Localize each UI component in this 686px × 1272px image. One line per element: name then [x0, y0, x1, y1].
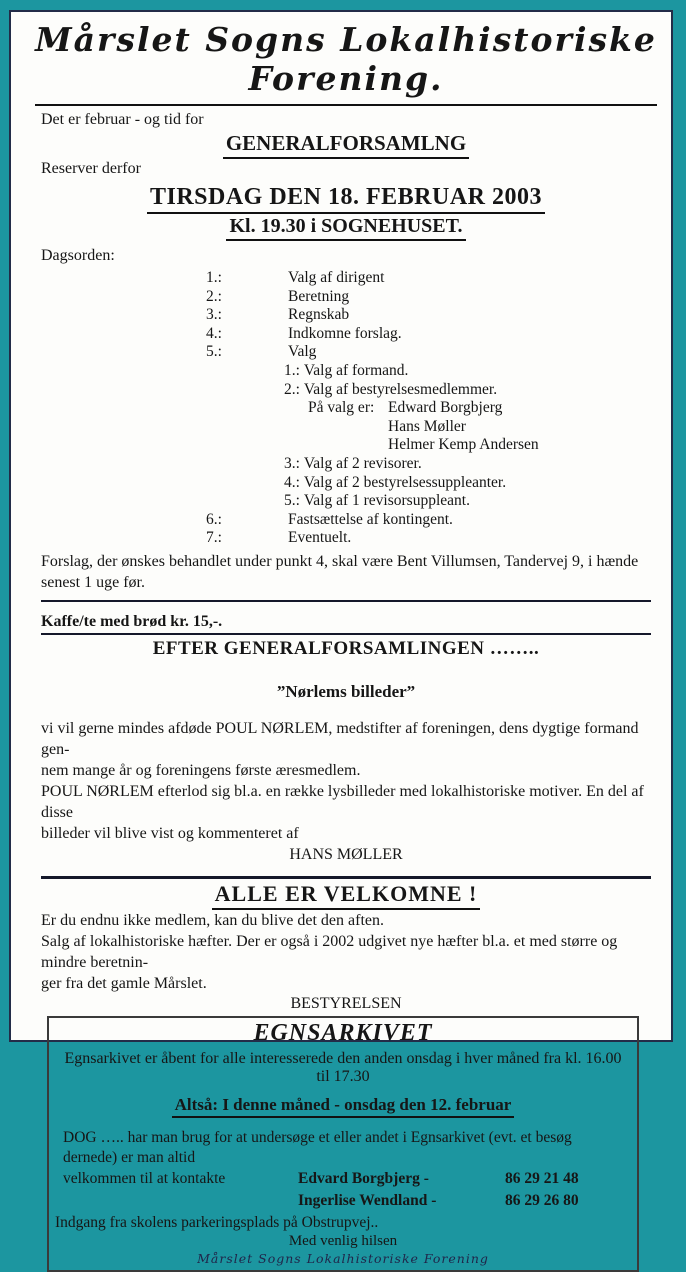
agenda-item-number: 2.:	[206, 287, 222, 305]
bestyrelsen-signoff: BESTYRELSEN	[290, 994, 402, 1012]
membership-paragraph	[41, 910, 651, 994]
agenda-sub-number: 3.:	[284, 454, 300, 472]
agenda-item-text: Fastsættelse af kontingent.	[288, 510, 453, 528]
agenda-sub-item	[284, 381, 651, 400]
time-heading: Kl. 19.30 i SOGNEHUSET.	[41, 215, 651, 241]
contact-intro: velkommen til at kontakte	[63, 1169, 226, 1187]
norlem-line-1: vi vil gerne mindes afdøde POUL NØRLEM, medstifter af foreningen, dens dygtige formand gen-	[41, 719, 639, 758]
agenda-sub-number: 4.:	[284, 473, 300, 491]
generalforsamling-heading: GENERALFORSAMLNG	[41, 131, 651, 159]
agenda-item-number: 3.:	[206, 306, 222, 324]
agenda-sub-text: Valg af formand.	[303, 361, 409, 379]
divider	[41, 876, 651, 879]
agenda-item-text: Valg	[288, 343, 317, 361]
egnsarkivet-box	[47, 1016, 639, 1272]
agenda-item-text: Regnskab	[288, 306, 350, 324]
contact-row	[298, 1168, 579, 1190]
agenda-item-text: Eventuelt.	[288, 529, 352, 547]
contact-row	[298, 1190, 579, 1212]
contact-section	[63, 1168, 623, 1212]
coffee-note: Kaffe/te med brød kr. 15,-.	[41, 613, 651, 635]
pa-valg-row	[308, 399, 651, 418]
contact-phone: 86 29 21 48	[505, 1169, 579, 1187]
agenda-item	[206, 325, 651, 344]
dog-line: DOG ….. har man brug for at undersøge et eller andet i Egnsarkivet (evt. et besøg dernede) er man altid	[63, 1128, 572, 1166]
norlem-line-3: POUL NØRLEM efterlod sig bl.a. en række lysbilleder med lokalhistoriske motiver. En del af disse	[41, 782, 644, 821]
norlem-line-2: nem mange år og foreningens første æresmedlem.	[41, 761, 361, 779]
candidate-name: Edward Borgbjerg	[388, 399, 503, 417]
dagsorden-label: Dagsorden:	[41, 247, 115, 264]
norlem-title: ”Nørlems billeder”	[276, 681, 416, 701]
agenda-sub-item	[284, 492, 651, 511]
agenda-item	[206, 343, 651, 362]
presenter-name: HANS MØLLER	[289, 845, 403, 863]
agenda-sub-number: 2.:	[284, 380, 300, 398]
agenda-sub-item	[284, 474, 651, 493]
entrance-note: Indgang fra skolens parkeringsplads på Obstrupvej..	[55, 1213, 379, 1231]
agenda-item-number: 7.:	[206, 529, 222, 547]
candidate-row	[388, 436, 651, 455]
agenda-sub-item	[284, 455, 651, 474]
agenda-sub-item	[284, 362, 651, 381]
agenda-sub-number: 5.:	[284, 492, 300, 510]
signature-script: Mårslet Sogns Lokalhistoriske Forening	[197, 1250, 489, 1266]
proposal-line-1: Forslag, der ønskes behandlet under punkt 4, skal være Bent Villumsen, Tandervej 9, i hænde	[41, 552, 639, 570]
agenda-sub-text: Valg af 2 bestyrelsessuppleanter.	[303, 473, 507, 491]
document-page	[9, 10, 673, 1266]
greeting: Med venlig hilsen	[288, 1232, 398, 1249]
contact-phone: 86 29 26 80	[505, 1191, 579, 1209]
proposal-note	[41, 551, 651, 593]
candidate-name: Hans Møller	[388, 417, 466, 435]
norlem-line-4: billeder vil blive vist og kommenteret af	[41, 824, 299, 842]
agenda-item	[206, 529, 651, 548]
agenda-sub-text: Valg af 2 revisorer.	[303, 454, 422, 472]
candidate-row	[388, 418, 651, 437]
contact-name: Edvard Borgbjerg -	[298, 1169, 429, 1187]
date-heading: TIRSDAG DEN 18. FEBRUAR 2003	[41, 184, 651, 214]
agenda-item-text: Indkomne forslag.	[288, 324, 402, 342]
agenda-item-number: 6.:	[206, 510, 222, 528]
after-meeting-heading: EFTER GENERALFORSAMLINGEN ……..	[152, 637, 540, 659]
agenda-item-number: 5.:	[206, 343, 222, 361]
opening-hours-line: Egnsarkivet er åbent for alle interesserede den anden onsdag i hver måned fra kl. 16.00 til 17.30	[64, 1049, 622, 1085]
agenda-sub-text: Valg af 1 revisorsuppleant.	[303, 492, 470, 510]
script-title: Mårslet Sogns Lokalhistoriske Forening.	[35, 20, 657, 106]
agenda-item-number: 1.:	[206, 269, 222, 286]
pa-valg-label: På valg er:	[308, 399, 375, 417]
agenda-list	[41, 269, 651, 548]
membership-line-1: Er du endnu ikke medlem, kan du blive det den aften.	[41, 911, 385, 929]
agenda-item-number: 4.:	[206, 324, 222, 342]
welcome-heading: ALLE ER VELKOMNE !	[41, 881, 651, 910]
membership-line-2: Salg af lokalhistoriske hæfter. Der er også i 2002 udgivet nye hæfter bl.a. et med større og mindre beretnin-	[41, 932, 618, 971]
agenda-item	[206, 306, 651, 325]
membership-line-3: ger fra det gamle Mårslet.	[41, 974, 207, 992]
agenda-item	[206, 288, 651, 307]
intro-line-1: Det er februar - og tid for	[41, 111, 204, 128]
agenda-item-text: Valg af dirigent	[288, 269, 385, 286]
agenda-item	[206, 269, 651, 288]
intro-line-2: Reserver derfor	[41, 160, 141, 177]
this-month-line: Altså: I denne måned - onsdag den 12. februar	[63, 1095, 623, 1118]
divider	[41, 600, 651, 602]
agenda-sub-text: Valg af bestyrelsesmedlemmer.	[303, 380, 498, 398]
agenda-item-text: Beretning	[288, 287, 350, 305]
contact-name: Ingerlise Wendland -	[298, 1191, 437, 1209]
candidate-name: Helmer Kemp Andersen	[388, 436, 539, 454]
norlem-paragraph	[41, 718, 651, 844]
agenda-item	[206, 511, 651, 530]
agenda-sub-number: 1.:	[284, 361, 300, 379]
egnsarkivet-title: EGNSARKIVET	[253, 1019, 433, 1046]
proposal-line-2: senest 1 uge før.	[41, 573, 145, 591]
